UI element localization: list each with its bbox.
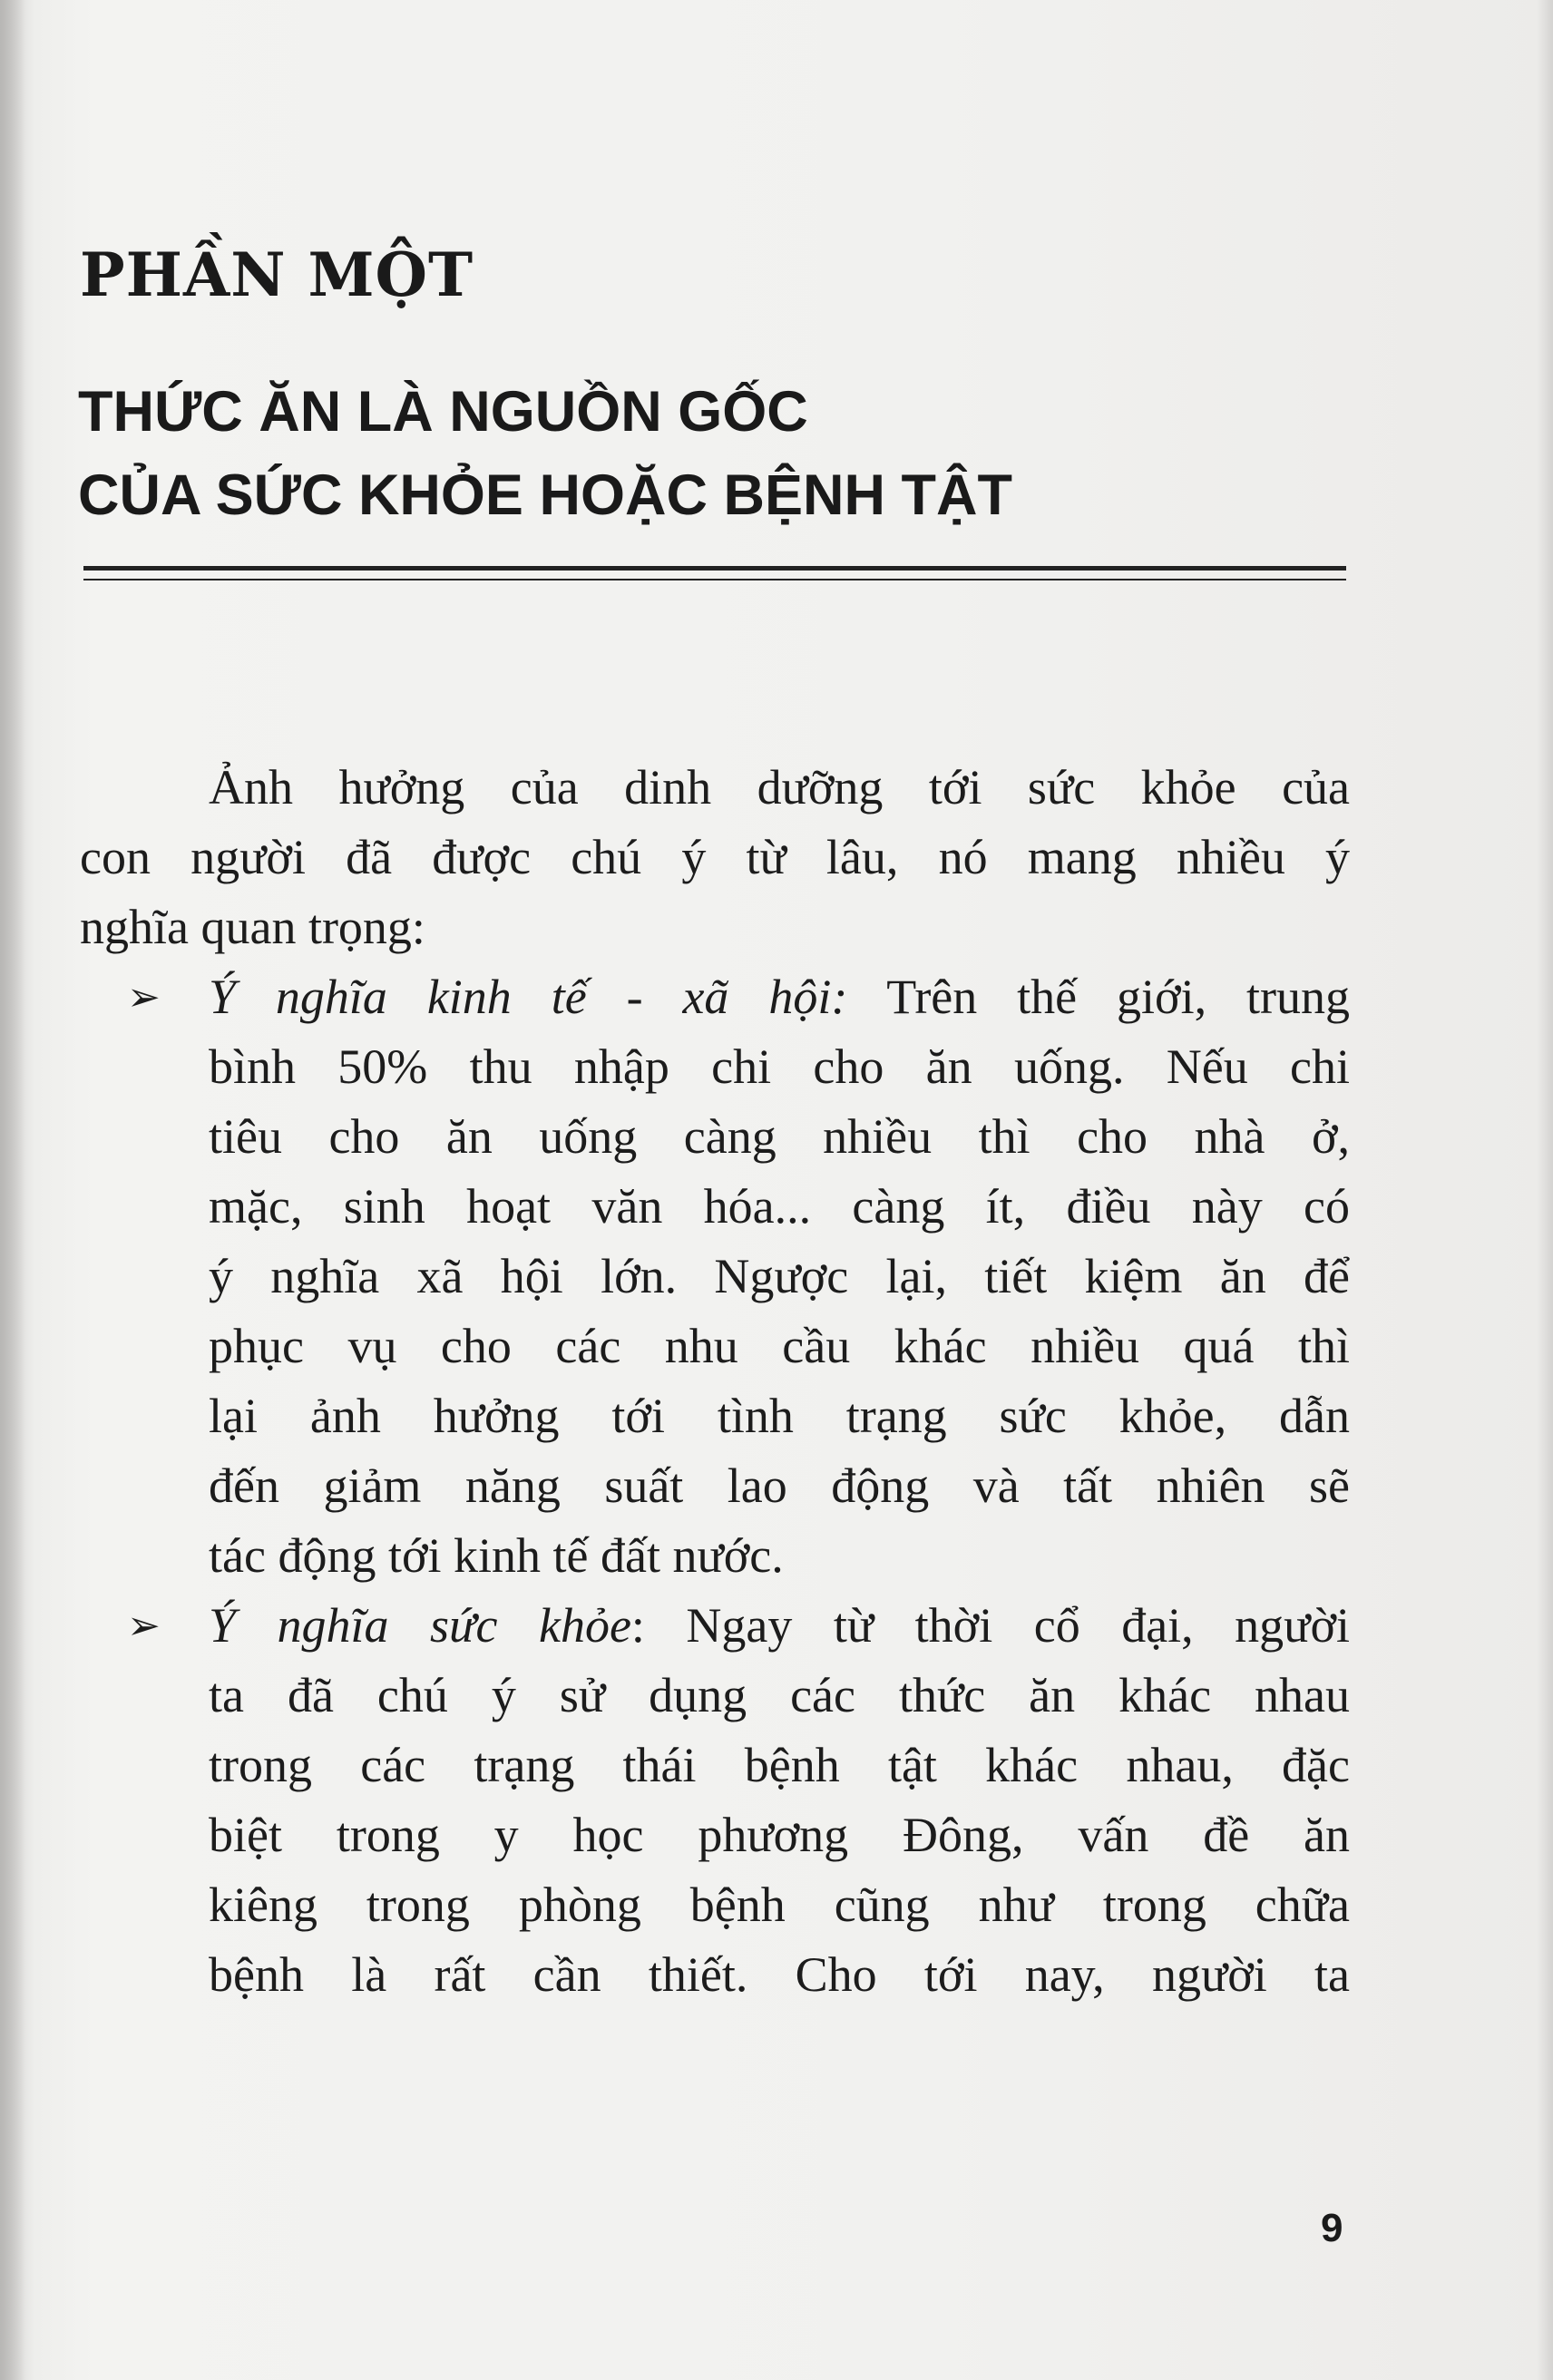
arrow-bullet-icon: ➢ bbox=[127, 974, 161, 1020]
bullet-economic bbox=[80, 962, 1350, 1591]
title-rule-thick bbox=[83, 566, 1346, 571]
arrow-bullet-icon: ➢ bbox=[127, 1603, 161, 1649]
chapter-title bbox=[78, 370, 1012, 537]
bullet-2-line: kiêng trong phòng bệnh cũng như trong chữa bbox=[209, 1878, 1350, 1932]
bullet-1-line: ý nghĩa xã hội lớn. Ngược lại, tiết kiệm ăn để bbox=[209, 1249, 1350, 1303]
bullet-1-line: tiêu cho ăn uống càng nhiều thì cho nhà ở, bbox=[209, 1109, 1350, 1164]
page-edge bbox=[1537, 0, 1553, 2380]
body-text bbox=[80, 753, 1350, 2010]
bullet-1-line: tác động tới kinh tế đất nước. bbox=[209, 1528, 784, 1583]
bullet-2-first-line-rest: : Ngay từ thời cổ đại, người bbox=[630, 1598, 1350, 1653]
bullet-health bbox=[80, 1591, 1350, 2010]
title-rule-thin bbox=[83, 579, 1346, 580]
intro-line-2: con người đã được chú ý từ lâu, nó mang nhiều ý bbox=[80, 830, 1350, 884]
intro-line-1: Ảnh hưởng của dinh dưỡng tới sức khỏe của bbox=[209, 760, 1350, 814]
bullet-2-line: biệt trong y học phương Đông, vấn đề ăn bbox=[209, 1808, 1350, 1862]
bullet-2-line: trong các trạng thái bệnh tật khác nhau, đặc bbox=[209, 1738, 1350, 1792]
page-number: 9 bbox=[1321, 2206, 1343, 2250]
binding-shadow bbox=[0, 0, 25, 2380]
bullet-1-term: Ý nghĩa kinh tế - xã hội: bbox=[209, 970, 848, 1024]
bullet-1-line: đến giảm năng suất lao động và tất nhiên sẽ bbox=[209, 1458, 1350, 1513]
intro-line-3: nghĩa quan trọng: bbox=[80, 900, 425, 954]
bullet-1-line: bình 50% thu nhập chi cho ăn uống. Nếu chi bbox=[209, 1039, 1350, 1094]
bullet-1-line: phục vụ cho các nhu cầu khác nhiều quá thì bbox=[209, 1319, 1350, 1373]
bullet-1-line: lại ảnh hưởng tới tình trạng sức khỏe, dẫn bbox=[209, 1389, 1350, 1443]
bullet-2-line: bệnh là rất cần thiết. Cho tới nay, người ta bbox=[209, 1947, 1350, 2002]
bullet-2-line: ta đã chú ý sử dụng các thức ăn khác nhau bbox=[209, 1668, 1350, 1722]
chapter-title-line-1: THỨC ĂN LÀ NGUỒN GỐC bbox=[78, 380, 808, 444]
bullet-2-first-line bbox=[80, 1591, 1350, 1661]
bullet-2-term: Ý nghĩa sức khỏe bbox=[209, 1598, 631, 1653]
part-label: PHẦN MỘT bbox=[80, 239, 474, 310]
intro-paragraph bbox=[80, 753, 1350, 962]
bullet-1-first-line-rest: Trên thế giới, trung bbox=[847, 970, 1350, 1024]
bullet-1-first-line bbox=[80, 962, 1350, 1032]
chapter-title-line-2: CỦA SỨC KHỎE HOẶC BỆNH TẬT bbox=[78, 463, 1012, 527]
bullet-1-line: mặc, sinh hoạt văn hóa... càng ít, điều này có bbox=[209, 1179, 1350, 1234]
